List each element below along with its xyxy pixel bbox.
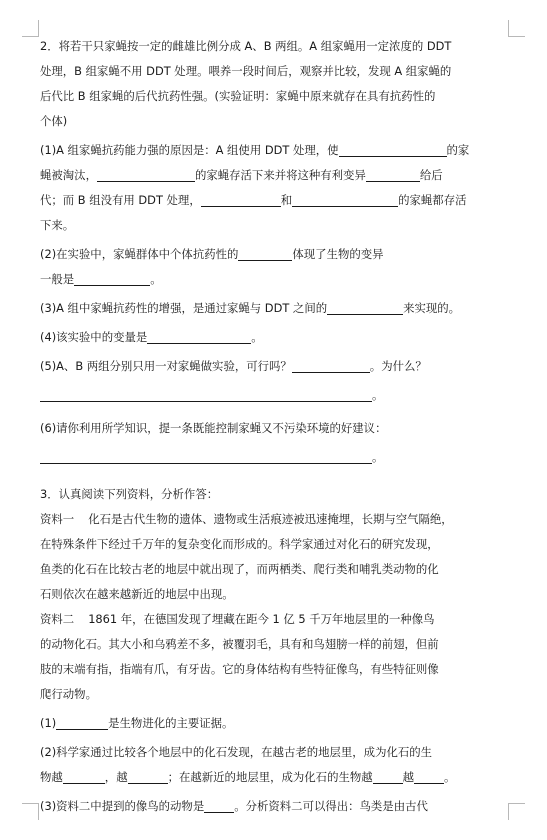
q2-part-2-line-2 <box>40 267 494 292</box>
answer-blank[interactable] <box>204 798 234 813</box>
q3-material-2-text-1: 1861 年，在德国发现了埋藏在距今 1 亿 5 千万年地层里的一种像鸟 <box>88 612 435 626</box>
q2-part-3-text-a: (3)A 组中家蝇抗药性的增强，是通过家蝇与 DDT 之间的 <box>40 301 328 315</box>
answer-blank[interactable] <box>97 167 195 182</box>
q3-material-1-line-3: 鱼类的化石在比较古老的地层中就出现了，而两栖类、爬行类和哺乳类动物的化 <box>40 562 439 576</box>
crop-mark-bottom-left <box>22 803 39 820</box>
q3-sub-1-text-b: 是生物进化的主要证据。 <box>108 716 234 730</box>
q3-sub-2-text-f: 。 <box>444 770 456 784</box>
q2-part-1-text-f: 代；而 B 组没有用 DDT 处理， <box>40 193 201 207</box>
q2-part-6-text-b: 。 <box>372 450 384 464</box>
q2-part-1-text-h: 的家蝇都存活 <box>398 193 467 207</box>
answer-blank[interactable] <box>63 769 105 784</box>
q3-sub-3 <box>40 794 494 819</box>
q2-part-1-line-2 <box>40 163 494 188</box>
answer-blank[interactable] <box>292 358 370 373</box>
q3-sub-1-text-a: (1) <box>40 716 57 730</box>
answer-blank[interactable] <box>147 329 251 344</box>
answer-blank[interactable] <box>238 246 292 261</box>
q3-sub-2-line-1: (2)科学家通过比较各个地层中的化石发现，在越古老的地层里，成为化石的生 <box>40 745 433 759</box>
q3-sub-1 <box>40 711 494 736</box>
q2-part-1-text-e: 给后 <box>419 168 443 182</box>
q2-part-1-text-c: 蝇被淘汰， <box>40 168 97 182</box>
q2-part-1-line-3 <box>40 188 494 213</box>
q2-part-2-text-b: 体现了生物的变异 <box>292 247 384 261</box>
q2-part-1-text-g: 和 <box>280 193 293 207</box>
q2-part-2-text-d: 。 <box>150 272 162 286</box>
q2-part-3 <box>40 296 494 321</box>
q2-part-6-line-1: (6)请你利用所学知识，提一条既能控制家蝇又不污染环境的好建议： <box>40 421 387 435</box>
q3-sub-2-line-2 <box>40 765 494 790</box>
q2-part-1-text-a: (1)A 组家蝇抗药能力强的原因是：A 组使用 DDT 处理，使 <box>40 143 339 157</box>
q2-part-2-text-a: (2)在实验中，家蝇群体中个体抗药性的 <box>40 247 239 261</box>
q2-part-5-text-c: 。 <box>372 388 384 402</box>
q3-sub-3-text-a: (3)资料二中提到的像鸟的动物是 <box>40 799 205 813</box>
answer-blank[interactable] <box>339 142 447 157</box>
q3-material-2-line-2: 的动物化石。其大小和乌鸦差不多，被覆羽毛，具有和鸟翅膀一样的前翅，但前 <box>40 637 439 651</box>
answer-blank[interactable] <box>74 271 150 286</box>
crop-mark-top-right <box>508 20 525 37</box>
q2-part-1-text-d: 的家蝇存活下来并将这种有利变异 <box>194 168 366 182</box>
q3-sub-2-text-c: ，越 <box>104 770 128 784</box>
q2-part-4-text-b: 。 <box>251 330 263 344</box>
document-body <box>40 34 494 819</box>
q2-intro-line-4: 个体) <box>40 114 68 128</box>
answer-blank[interactable] <box>414 769 444 784</box>
q3-sub-2-text-d: ；在越新近的地层里，成为化石的生物越 <box>167 770 373 784</box>
q3-material-1-label: 资料一 <box>40 512 75 526</box>
q3-material-1-text-1: 化石是古代生物的遗体、遗物或生活痕迹被迅速掩埋，长期与空气隔绝， <box>88 512 453 526</box>
q3-material-1-line-2: 在特殊条件下经过千万年的复杂变化而形成的。科学家通过对化石的研究发现， <box>40 537 439 551</box>
crop-mark-bottom-right <box>508 803 525 820</box>
q3-material-2-line-3: 肢的末端有指，指端有爪，有牙齿。它的身体结构有些特征像鸟，有些特征则像 <box>40 662 439 676</box>
q2-part-2-line-1 <box>40 242 494 267</box>
q3-sub-2-text-b: 物越 <box>40 770 63 784</box>
q3-material-2-line-1 <box>40 607 494 632</box>
q3-material-1-line-1 <box>40 507 494 532</box>
q2-intro-line-2: 处理，B 组家蝇不用 DDT 处理。喂养一段时间后，观察并比较，发现 A 组家蝇的 <box>40 64 452 78</box>
crop-mark-top-left <box>22 20 39 37</box>
q2-part-2-text-c: 一般是 <box>40 272 75 286</box>
q2-intro-line-1: 2．将若干只家蝇按一定的雌雄比例分成 A、B 两组。A 组家蝇用一定浓度的 DDT <box>40 39 452 53</box>
q2-part-4 <box>40 325 494 350</box>
q3-material-2-line-4: 爬行动物。 <box>40 687 97 701</box>
q2-part-1-line-4: 下来。 <box>40 218 75 232</box>
q2-part-5-text-a: (5)A、B 两组分别只用一对家蝇做实验，可行吗？ <box>40 359 292 373</box>
answer-blank[interactable] <box>327 300 403 315</box>
answer-blank[interactable] <box>128 769 168 784</box>
answer-blank[interactable] <box>292 192 398 207</box>
answer-blank[interactable] <box>56 715 108 730</box>
q2-part-1-text-b: 的家 <box>446 143 470 157</box>
q2-part-5-text-b: 。为什么？ <box>369 359 427 373</box>
q2-part-1-line-1 <box>40 138 494 163</box>
answer-blank[interactable] <box>366 167 420 182</box>
q2-part-5-line-2 <box>40 383 494 408</box>
answer-blank[interactable] <box>40 387 372 402</box>
q3-material-1-line-4: 石则依次在越来越新近的地层中出现。 <box>40 587 234 601</box>
q2-part-5-line-1 <box>40 354 494 379</box>
answer-blank[interactable] <box>373 769 403 784</box>
q2-part-6-line-2 <box>40 445 494 470</box>
q2-intro-line-3: 后代比 B 组家蝇的后代抗药性强。(实验证明：家蝇中原来就存在具有抗药性的 <box>40 89 436 103</box>
q2-part-3-text-b: 来实现的。 <box>403 301 461 315</box>
q3-sub-3-text-b: 。分析资料二可以得出：鸟类是由古代 <box>234 799 428 813</box>
q3-sub-2-text-e: 越 <box>402 770 415 784</box>
q2-part-4-text-a: (4)该实验中的变量是 <box>40 330 148 344</box>
q3-title: 3．认真阅读下列资料，分析作答： <box>40 487 219 501</box>
q3-material-2-label: 资料二 <box>40 612 75 626</box>
answer-blank[interactable] <box>40 449 372 464</box>
answer-blank[interactable] <box>201 192 281 207</box>
